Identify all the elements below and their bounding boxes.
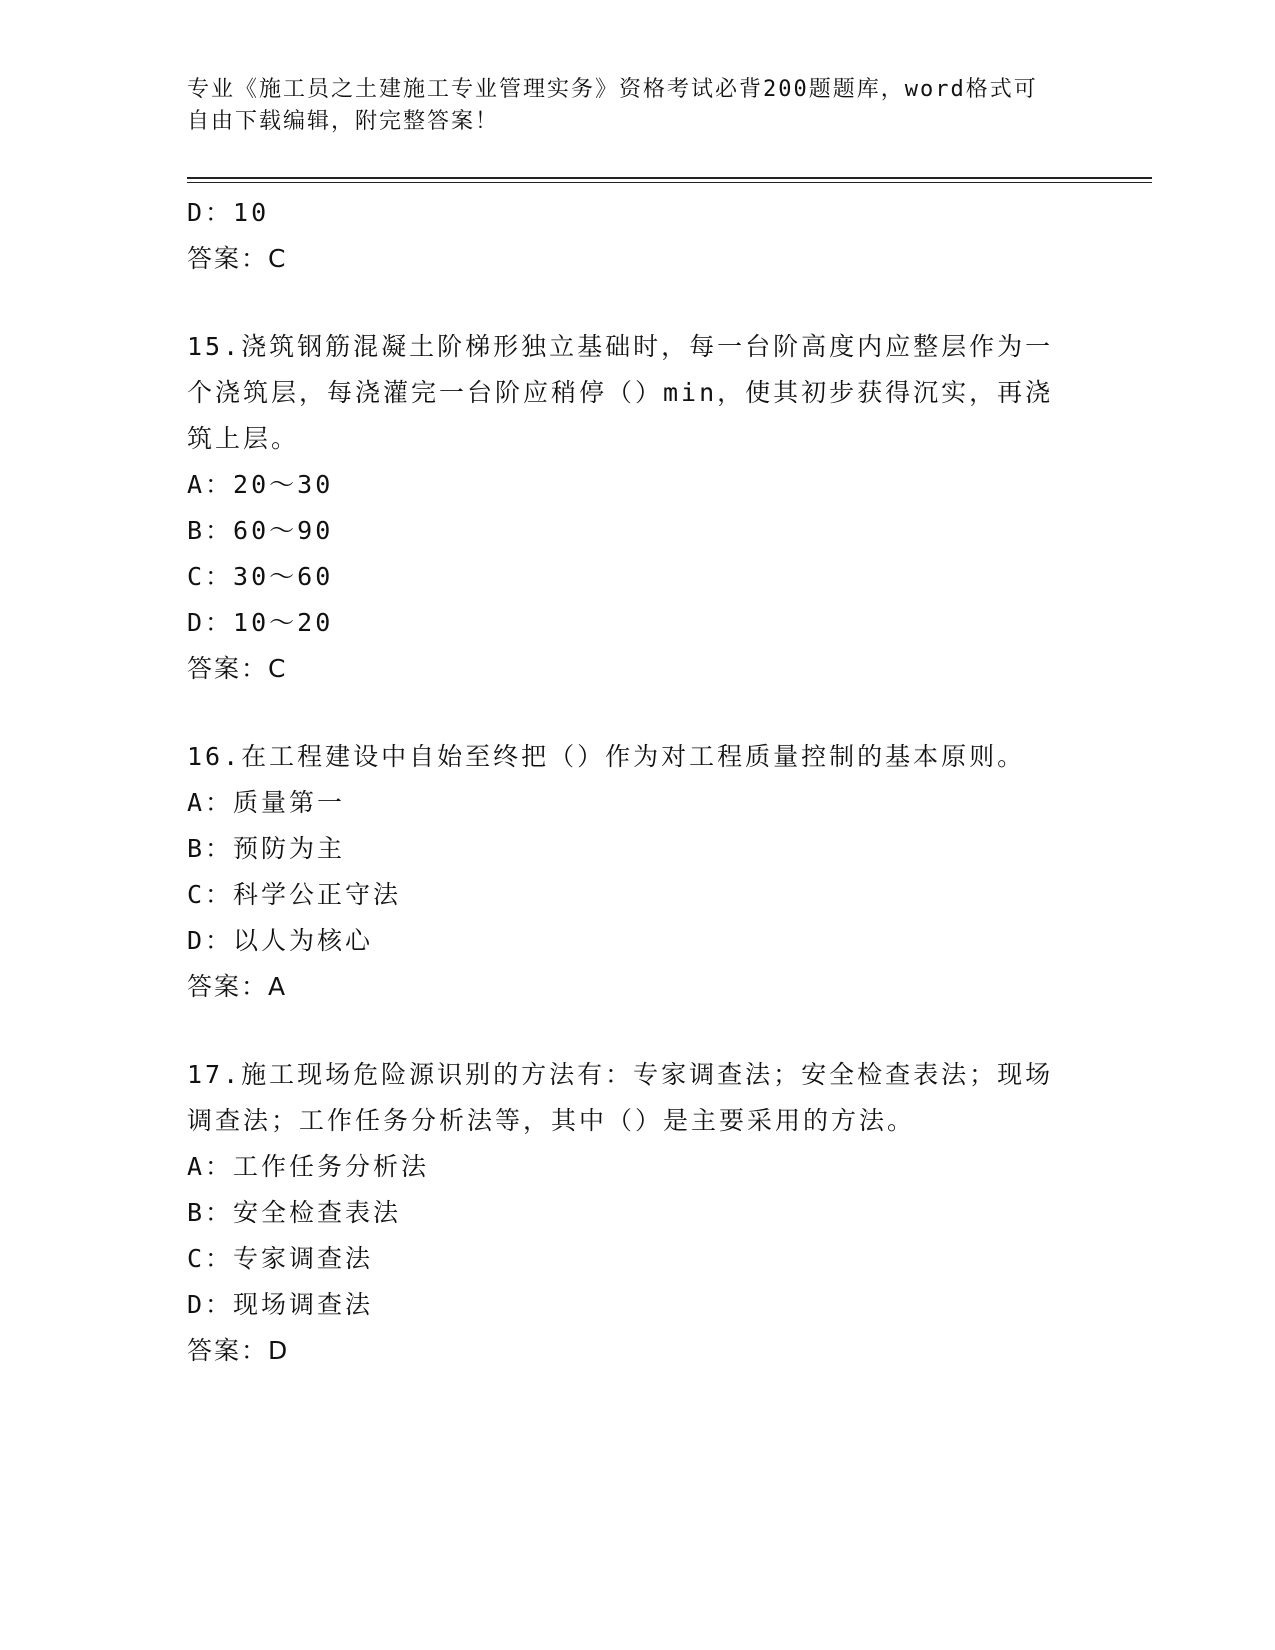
option-b: B：60～90	[187, 516, 334, 545]
option-a: A：质量第一	[187, 788, 346, 817]
spacer	[187, 1010, 1087, 1052]
question-16-answer: 答案：A	[187, 972, 288, 1001]
question-17	[187, 1052, 1087, 1374]
spacer	[187, 692, 1087, 734]
option-b: B：预防为主	[187, 834, 346, 863]
spacer	[187, 282, 1087, 324]
option-c: C：30～60	[187, 562, 334, 591]
prev-answer: 答案：C	[187, 244, 288, 273]
stem-line: 16.在工程建设中自始至终把（）作为对工程质量控制的基本原则。	[187, 742, 1026, 771]
option-c: C：科学公正守法	[187, 880, 402, 909]
option-d: D：以人为核心	[187, 926, 374, 955]
question-17-answer: 答案：D	[187, 1336, 290, 1365]
option-b: B：安全检查表法	[187, 1198, 402, 1227]
header-title-line-1: 专业《施工员之土建施工专业管理实务》资格考试必背200题题库，word格式可	[187, 77, 1038, 102]
document-header	[187, 74, 1067, 138]
question-16-stem	[187, 734, 1067, 780]
question-17-stem	[187, 1052, 1067, 1144]
header-divider-thin	[187, 182, 1152, 183]
header-divider-thick	[187, 177, 1152, 179]
option-a: A：20～30	[187, 470, 334, 499]
question-15	[187, 324, 1087, 692]
question-15-stem	[187, 324, 1067, 462]
option-c: C：专家调查法	[187, 1244, 374, 1273]
question-16	[187, 734, 1087, 1010]
header-title-line-2: 自由下载编辑，附完整答案！	[187, 109, 500, 134]
option-d: D：10～20	[187, 608, 334, 637]
stem-line: 个浇筑层，每浇灌完一台阶应稍停（）min，使其初步获得沉实，再浇	[187, 378, 1054, 407]
question-content	[187, 190, 1087, 1374]
option-a: A：工作任务分析法	[187, 1152, 430, 1181]
stem-line: 调查法；工作任务分析法等，其中（）是主要采用的方法。	[187, 1106, 916, 1135]
stem-line: 17.施工现场危险源识别的方法有：专家调查法；安全检查表法；现场	[187, 1060, 1054, 1089]
prev-option-d: D：10	[187, 198, 270, 227]
stem-line: 筑上层。	[187, 424, 300, 453]
option-d: D：现场调查法	[187, 1290, 374, 1319]
stem-line: 15.浇筑钢筋混凝土阶梯形独立基础时，每一台阶高度内应整层作为一	[187, 332, 1054, 361]
question-15-answer: 答案：C	[187, 654, 288, 683]
